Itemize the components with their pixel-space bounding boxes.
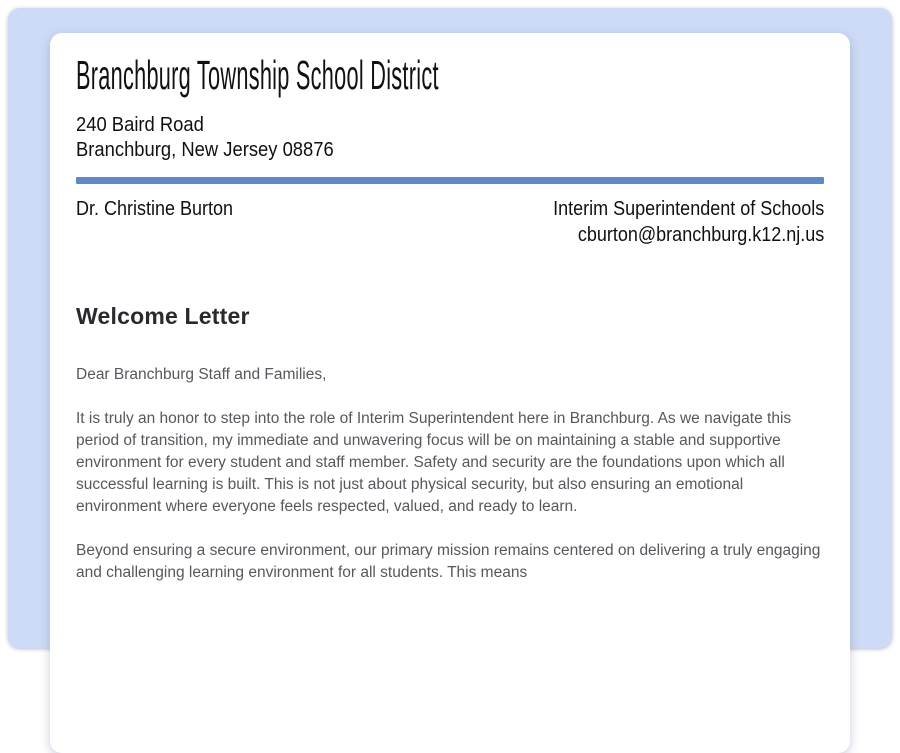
contact-name: Dr. Christine Burton: [76, 198, 234, 220]
page-title: Welcome Letter: [76, 303, 250, 329]
letterhead: [76, 52, 824, 248]
address-line-2: Branchburg, New Jersey 08876: [76, 139, 334, 161]
salutation: Dear Branchburg Staff and Families,: [76, 366, 327, 383]
paragraph-1: It is truly an honor to step into the role of Interim Superintendent here in Branchburg. As we navigate this period of transition, my immediate and unwavering focus will be on maintaining a stable and supportive environment for every student and staff member. Safety and security are the foundations upon which all successful learning is built. This is not just about physical security, but also ensuring an emotional environment where everyone feels respected, valued, and ready to learn.: [76, 410, 792, 515]
letter-card: [50, 33, 850, 753]
district-name-text: Branchburg Township School District: [76, 52, 439, 98]
page-background-panel: [8, 8, 892, 648]
address-line-1: 240 Baird Road: [76, 114, 204, 136]
district-address: [76, 113, 824, 163]
district-name: [76, 52, 824, 98]
contact-row: [76, 196, 824, 248]
contact-email: cburton@branchburg.k12.nj.us: [577, 224, 824, 246]
paragraph-2: Beyond ensuring a secure environment, our primary mission remains centered on delivering a truly engaging and challenging learning environment for all students. This means: [76, 542, 821, 581]
contact-title: Interim Superintendent of Schools: [552, 198, 824, 220]
letterhead-divider: [76, 177, 824, 184]
contact-left: [76, 196, 251, 222]
contact-right: [523, 196, 824, 248]
